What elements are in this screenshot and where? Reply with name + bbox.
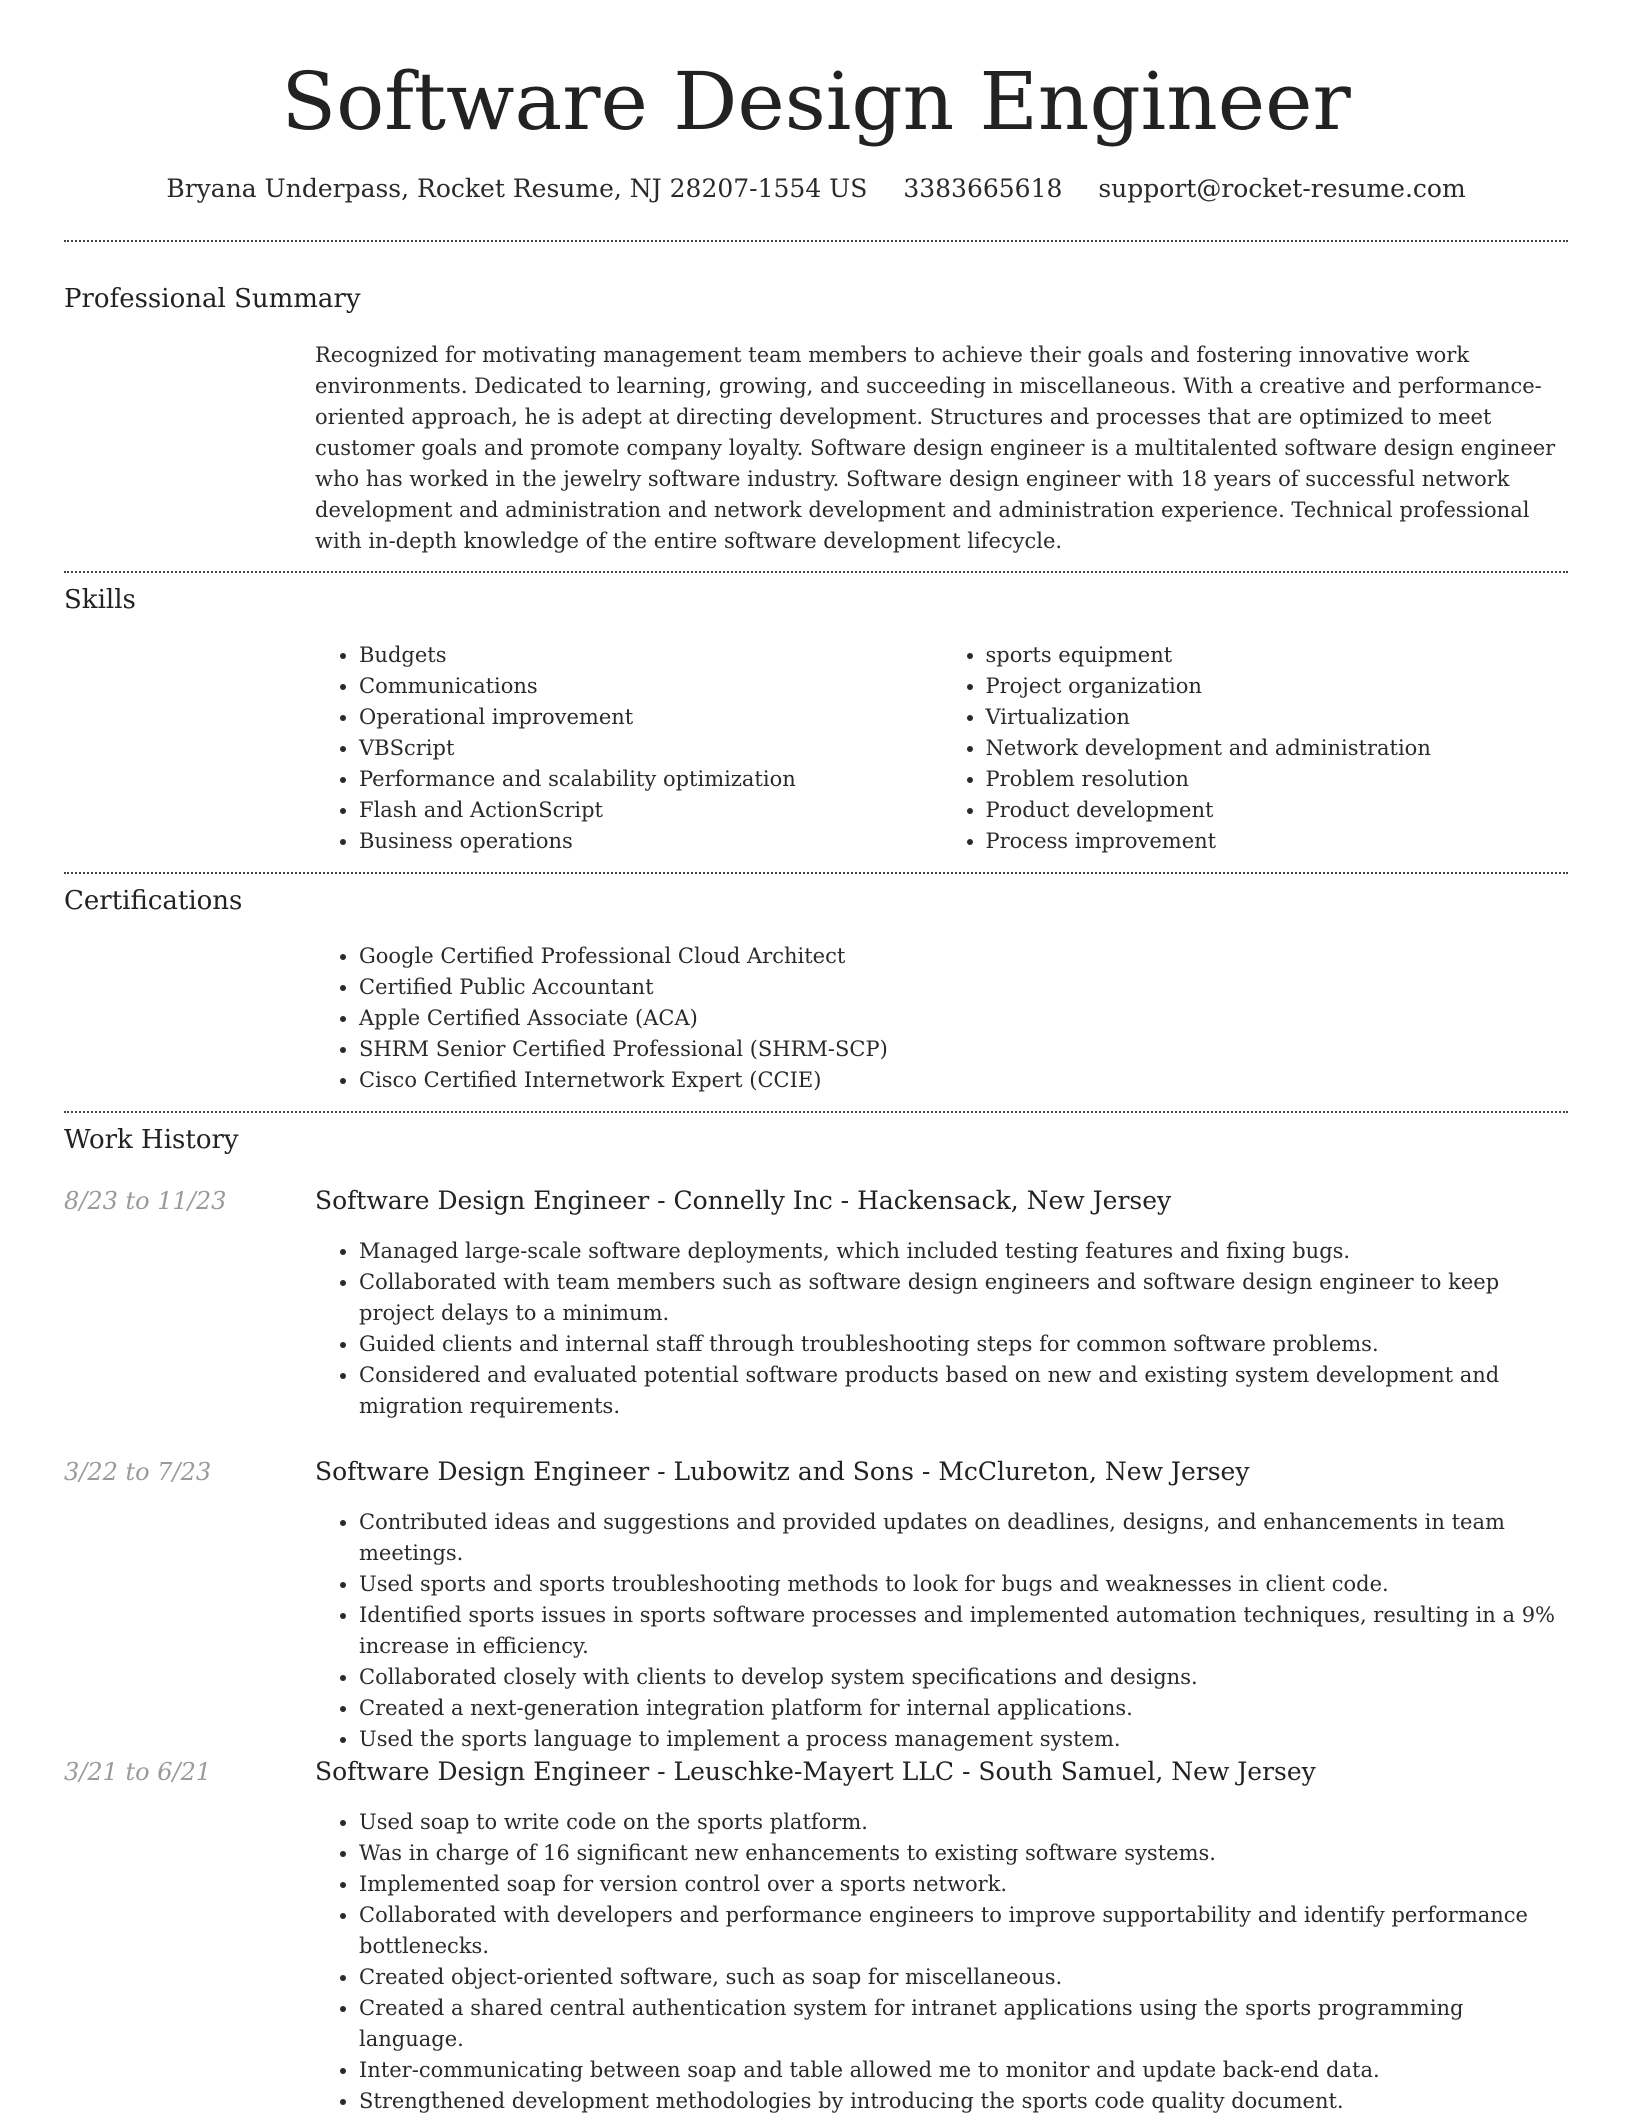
list-item: • Certified Public Accountant [359, 972, 1568, 1003]
contact-line [64, 172, 1568, 206]
list-item: • Performance and scalability optimization [359, 764, 942, 795]
list-item: • Implemented soap for version control over a sports network. [359, 1869, 1568, 1900]
list-item: • Was in charge of 16 significant new enhancements to existing software systems. [359, 1838, 1568, 1869]
list-item: • Google Certified Professional Cloud Architect [359, 941, 1568, 972]
resume-name: Software Design Engineer [281, 55, 1351, 148]
divider [64, 240, 1568, 242]
list-item: • Inter-communicating between soap and table allowed me to monitor and update back-end data. [359, 2055, 1568, 2086]
job-title: Software Design Engineer - Connelly Inc - Hackensack, New Jersey [315, 1186, 1172, 1215]
skills-columns [315, 640, 1568, 857]
list-item: • Guided clients and internal staff through troubleshooting steps for common software problems. [359, 1329, 1568, 1360]
list-item: • Considered and evaluated potential software products based on new and existing system development and migration requirements. [359, 1360, 1568, 1422]
list-item: • Used the sports language to implement a process management system. [359, 1724, 1568, 1755]
job-dates: 3/22 to 7/23 [64, 1458, 212, 1486]
summary-text: Recognized for motivating management team members to achieve their goals and fostering innovative work environments. Dedicated to learning, growing, and succeeding in miscellaneous. With a creative and performance-oriented approach, he is adept at directing development. Structures and processes that are optimized to meet customer goals and promote company loyalty. Software design engineer is a multitalented software design engineer who has worked in the jewelry software industry. Software design engineer with 18 years of successful network development and administration and network development and administration experience. Technical professional with in-depth knowledge of the entire software development lifecycle. [315, 343, 1556, 553]
list-item: • Contributed ideas and suggestions and provided updates on deadlines, designs, and enhancements in team meetings. [359, 1507, 1568, 1569]
list-item: • Product development [986, 795, 1569, 826]
job-bullets [315, 1807, 1568, 2117]
list-item: • Network development and administration [986, 733, 1569, 764]
list-item: • Problem resolution [986, 764, 1569, 795]
list-item: • Business operations [359, 826, 942, 857]
skills-heading: Skills [64, 585, 136, 615]
job-bullets [315, 1236, 1568, 1422]
certifications-body [315, 941, 1568, 1096]
job-dates: 3/21 to 6/21 [64, 1758, 212, 1786]
list-item: • Collaborated closely with clients to develop system specifications and designs. [359, 1662, 1568, 1693]
list-item: • Project organization [986, 671, 1569, 702]
job-title: Software Design Engineer - Leuschke-Mayert LLC - South Samuel, New Jersey [315, 1757, 1316, 1786]
work-heading: Work History [64, 1125, 239, 1155]
list-item: • Strengthened development methodologies by introducing the sports code quality document. [359, 2086, 1568, 2117]
list-item: • Used sports and sports troubleshooting methods to look for bugs and weaknesses in client code. [359, 1569, 1568, 1600]
list-item: • SHRM Senior Certified Professional (SHRM-SCP) [359, 1034, 1568, 1065]
list-item: • Process improvement [986, 826, 1569, 857]
summary-body [315, 340, 1568, 557]
contact-email[interactable]: support@rocket-resume.com [1098, 174, 1466, 203]
job-dates: 8/23 to 11/23 [64, 1187, 227, 1215]
summary-heading: Professional Summary [64, 284, 361, 314]
list-item: • Collaborated with developers and performance engineers to improve supportability and identify performance bottlenecks. [359, 1900, 1568, 1962]
list-item: • Apple Certified Associate (ACA) [359, 1003, 1568, 1034]
divider [64, 571, 1568, 573]
contact-phone: 3383665618 [903, 174, 1063, 203]
list-item: • Created object-oriented software, such as soap for miscellaneous. [359, 1962, 1568, 1993]
job-title: Software Design Engineer - Lubowitz and Sons - McClureton, New Jersey [315, 1457, 1250, 1486]
list-item: • VBScript [359, 733, 942, 764]
skills-list-right [942, 640, 1569, 857]
skills-list-left [315, 640, 942, 857]
list-item: • Flash and ActionScript [359, 795, 942, 826]
divider [64, 872, 1568, 874]
list-item: • Created a next-generation integration platform for internal applications. [359, 1693, 1568, 1724]
divider [64, 1111, 1568, 1113]
list-item: • Used soap to write code on the sports platform. [359, 1807, 1568, 1838]
list-item: • Cisco Certified Internetwork Expert (CCIE) [359, 1065, 1568, 1096]
list-item: • Budgets [359, 640, 942, 671]
certifications-list [315, 941, 1568, 1096]
list-item: • Communications [359, 671, 942, 702]
list-item: • Collaborated with team members such as software design engineers and software design engineer to keep project delays to a minimum. [359, 1267, 1568, 1329]
list-item: • Operational improvement [359, 702, 942, 733]
list-item: • sports equipment [986, 640, 1569, 671]
contact-address: Bryana Underpass, Rocket Resume, NJ 28207-1554 US [166, 174, 868, 203]
job-bullets [315, 1507, 1568, 1755]
list-item: • Managed large-scale software deployments, which included testing features and fixing bugs. [359, 1236, 1568, 1267]
certifications-heading: Certifications [64, 886, 243, 916]
list-item: • Created a shared central authentication system for intranet applications using the sports programming language. [359, 1993, 1568, 2055]
list-item: • Identified sports issues in sports software processes and implemented automation techniques, resulting in a 9% increase in efficiency. [359, 1600, 1568, 1662]
list-item: • Virtualization [986, 702, 1569, 733]
